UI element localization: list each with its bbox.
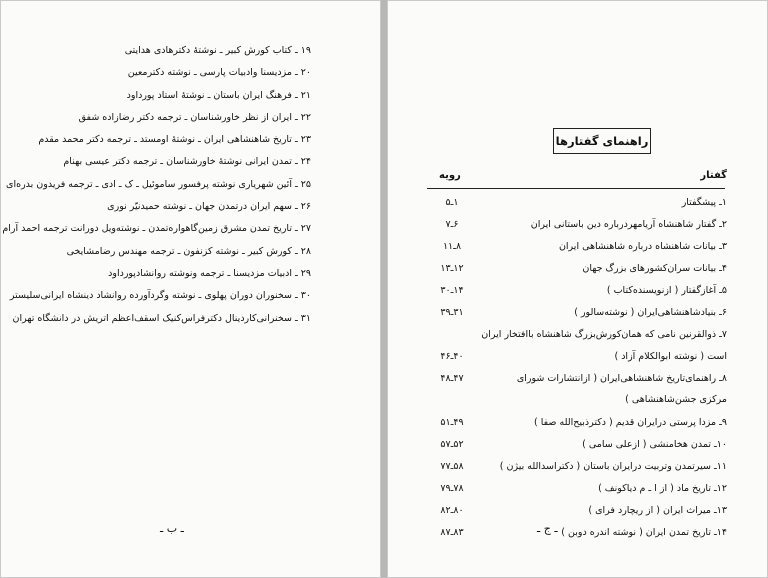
page-number: ـ ب ـ — [160, 522, 184, 535]
toc-title: راهنمای گفتارها — [553, 128, 651, 154]
reference-item: ۳۰ ـ سخنوران دوران پهلوی ـ نوشته وگردآورده روانشاد دینشاه ایرانی‌سلیستر — [9, 290, 311, 302]
toc-entry-title: ۹ـ مزدا پرستی درایران قدیم ( دکترذبیح‌الله صفا ) — [533, 417, 727, 428]
toc-entry-title: ۵ـ آغازگفتار ( ازنویسنده‌کتاب ) — [606, 285, 727, 296]
table-of-contents — [427, 188, 727, 540]
toc-entry-title: ۱۲ـ تاریخ ماد ( از ا ـ م دیاکونف ) — [598, 483, 727, 494]
toc-entry-pages: ۳۱ـ۳۹ — [440, 307, 464, 318]
right-page — [387, 0, 768, 578]
reference-item: ۳۱ ـ سخنرانی‌کاردینال دکترفراس‌کنیک اسقف‌اعظم اتریش در دانشگاه تهران — [12, 312, 311, 324]
toc-entry — [427, 408, 727, 430]
left-page — [0, 0, 381, 578]
reference-item: ۲۵ ـ آئین شهریاری نوشته پرفسور ساموئیل ـ ک ـ ادی ـ ترجمه فریدون بدره‌ای — [6, 178, 311, 190]
toc-entry-title: ۸ـ راهنمای‌تاریخ شاهنشاهی‌ایران ( ازانتشارات شورای مرکزی جشن‌شاهنشاهی ) — [516, 373, 727, 405]
toc-entry-title: ۷ـ ذوالقرنین نامی که همان‌کورش‌بزرگ شاهنشاه باافتخار ایران — [481, 329, 727, 340]
page-number: ـ ج ـ — [537, 522, 558, 535]
toc-entry-pages: ۶ـ۷ — [445, 219, 459, 230]
reference-item: ۲۶ ـ سهم ایران درتمدن جهان ـ نوشته حمیدنیّر نوری — [107, 201, 311, 213]
toc-entry-pages: ۱۴ـ۳۰ — [440, 285, 464, 296]
toc-entry-title: ۱ـ پیشگفتار — [681, 197, 727, 208]
toc-header-title: گفتار — [700, 170, 727, 181]
toc-entry-title: ۴ـ بیانات سران‌کشورهای بزرگ جهان — [582, 263, 727, 274]
toc-entry — [427, 430, 727, 452]
toc-entry — [427, 254, 727, 276]
toc-entry-pages: ۱۲ـ۱۳ — [440, 263, 464, 274]
toc-entry — [427, 276, 727, 298]
toc-entry-pages: ۴۹ـ۵۱ — [440, 417, 464, 428]
reference-item: ۲۱ ـ فرهنگ ایران باستان ـ نوشتهٔ استاد پورداود — [126, 89, 311, 101]
toc-entry — [427, 232, 727, 254]
reference-item: ۲۲ ـ ایران از نظر خاورشناسان ـ ترجمه دکتر رضازاده شفق — [78, 111, 311, 123]
reference-item: ۲۹ ـ ادبیات مزدیسنا ـ ترجمه ونوشته روانشادپورداود — [108, 267, 311, 279]
toc-entry-pages: ۸۳ـ۸۷ — [440, 527, 464, 538]
toc-entry-title: است ( نوشته ابوالکلام آزاد ) — [614, 351, 727, 362]
toc-entry — [427, 496, 727, 518]
toc-entry-pages: ۵۸ـ۷۷ — [440, 461, 464, 472]
toc-entry-title: ۱۰ـ تمدن هخامنشی ( ازعلی سامی ) — [582, 439, 727, 450]
toc-entry-title: ۱۱ـ سیرتمدن وتربیت درایران باستان ( دکتراسدالله بیژن ) — [499, 461, 727, 472]
reference-item: ۲۸ ـ کورش کبیر ـ نوشته کزنفون ـ ترجمه مهندس رضامشایخی — [66, 245, 311, 257]
toc-entry-pages: ۱ـ۵ — [445, 197, 459, 208]
toc-entry-pages: ۸ـ۱۱ — [442, 241, 462, 252]
toc-header-page: رویه — [439, 170, 461, 181]
toc-entry-title: ۳ـ بیانات شاهنشاه درباره شاهنشاهی ایران — [558, 241, 727, 252]
toc-entry-title: ۱۳ـ میراث ایران ( از ریچارد فرای ) — [588, 505, 727, 516]
reference-item: ۲۳ ـ تاریخ شاهنشاهی ایران ـ نوشتهٔ اومستد ـ ترجمه دکتر محمد مقدم — [38, 134, 311, 146]
toc-entry-title: ۱۴ـ تاریخ تمدن ایران ( نوشته اندره دوبن ) — [561, 527, 727, 538]
reference-list — [2, 40, 311, 330]
toc-entry-title: ۲ـ گفتار شاهنشاه آریامهردرباره دین باستانی ایران — [530, 219, 727, 230]
toc-entry — [427, 342, 727, 364]
toc-entry-pages: ۴۰ـ۴۶ — [440, 351, 464, 362]
toc-entry-pages: ۸۰ـ۸۲ — [440, 505, 464, 516]
reference-item: ۲۴ ـ تمدن ایرانی نوشتهٔ خاورشناسان ـ ترجمه دکتر عیسی بهنام — [63, 156, 311, 168]
reference-item: ۱۹ ـ کتاب کورش کبیر ـ نوشتهٔ دکترهادی هدایتی — [124, 45, 311, 56]
toc-entry-pages: ۵۲ـ۵۷ — [440, 439, 464, 450]
reference-item: ۲۰ ـ مزدیسنا وادبیات پارسی ـ نوشته دکترمعین — [127, 67, 311, 79]
reference-item: ۲۷ ـ تاریخ تمدن مشرق زمین‌گاهواره‌تمدن ـ نوشته‌ویل دورانت ترجمه احمد آرام — [2, 223, 311, 235]
toc-header — [427, 170, 727, 188]
toc-entry-title: ۶ـ بنیادشاهنشاهی‌ایران ( نوشته‌سالور ) — [574, 307, 727, 318]
toc-entry — [427, 364, 727, 408]
toc-entry — [427, 210, 727, 232]
toc-entry-pages: ۷۸ـ۷۹ — [440, 483, 464, 494]
toc-entry — [427, 518, 727, 540]
toc-entry — [427, 452, 727, 474]
toc-entry — [427, 298, 727, 320]
toc-entry-pages: ۴۷ـ۴۸ — [440, 373, 464, 384]
toc-entry — [427, 188, 727, 210]
toc-entry — [427, 320, 727, 342]
toc-entry — [427, 474, 727, 496]
